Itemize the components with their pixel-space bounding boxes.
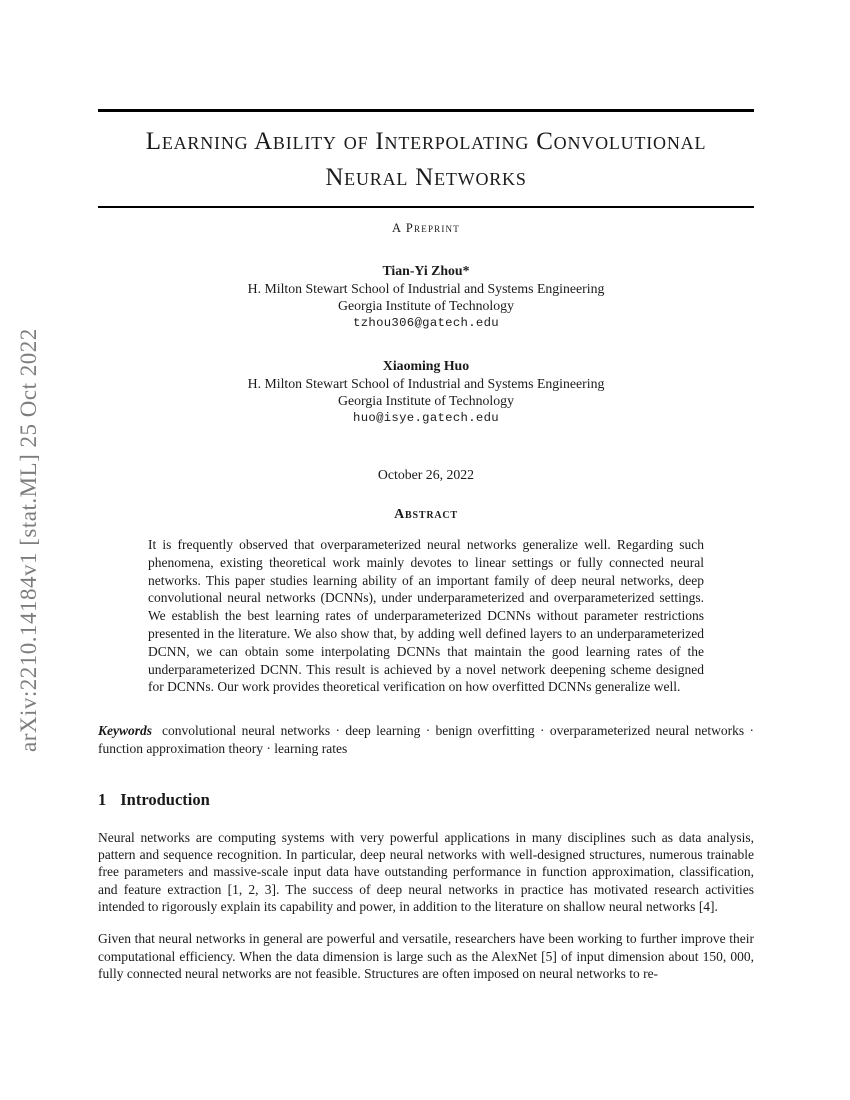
author-name: Xiaoming Huo [382, 358, 470, 373]
intro-paragraph-2: Given that neural networks in general are powerful and versatile, researchers have been working to further improve their computational efficiency. When the data dimension is large such as the AlexNet [5] of input dimension about 150, 000, fully connected neural networks are not feasible. Structures are often imposed on neural networks to re- [98, 931, 754, 981]
paper-title [98, 124, 754, 196]
author-block-2 [98, 357, 754, 427]
keywords-block [98, 722, 754, 758]
keywords-list: convolutional neural networks · deep learning · benign overfitting · overparameterized neural networks · function approximation theory · learning rates [98, 723, 754, 756]
author-department: H. Milton Stewart School of Industrial and Systems Engineering [247, 375, 605, 391]
paper-main-column [98, 0, 754, 982]
abstract-text: It is frequently observed that overparameterized neural networks generalize well. Regarding such phenomena, existing theoretical work mainly devotes to linear settings or fully connected neural networks. This paper studies learning ability of an important family of deep neural networks, deep convolutional neural networks (DCNNs), under underparameterized and overparameterized settings. We establish the best learning rates of underparameterized DCNNs without parameter restrictions presented in the literature. We also show that, by adding well defined layers to an underparameterized DCNN, we can obtain some interpolating DCNNs that maintain the good learning rates of the underparameterized DCNN. This result is achieved by a novel network deepening scheme designed for DCNNs. Our work provides theoretical verification on how overfitted DCNNs generalize well. [148, 537, 704, 695]
paper-title-line2: Neural Networks [325, 163, 527, 191]
title-rule-top [98, 109, 754, 112]
keywords-label: Keywords [98, 723, 152, 739]
author-block-1 [98, 262, 754, 332]
author-email: tzhou306@gatech.edu [353, 315, 499, 330]
author-email: huo@isye.gatech.edu [353, 410, 499, 425]
author-institution: Georgia Institute of Technology [338, 393, 514, 408]
publication-date: October 26, 2022 [377, 467, 475, 482]
author-institution: Georgia Institute of Technology [338, 298, 514, 313]
section-number: 1 [98, 789, 107, 809]
author-department: H. Milton Stewart School of Industrial and Systems Engineering [247, 280, 605, 296]
section-heading-introduction [98, 790, 754, 810]
authors-block [98, 262, 754, 427]
intro-paragraph-1: Neural networks are computing systems with very powerful applications in many disciplines such as data analysis, pattern and sequence recognition. In particular, deep neural networks with well-designed structures, numerous trainable free parameters and massive-scale input data have outstanding performance in function approximation, classification, and feature extraction [1, 2, 3]. The success of deep neural networks in practice has motivated research activities intended to rigorously explain its capability and power, in addition to the literature on shallow neural networks [4]. [98, 829, 754, 914]
paper-title-line1: Learning Ability of Interpolating Convolutional [145, 127, 707, 155]
arxiv-sidebar-label: arXiv:2210.14184v1 [stat.ML] 25 Oct 2022 [16, 328, 41, 753]
author-name: Tian-Yi Zhou* [382, 263, 470, 278]
section-title: Introduction [120, 789, 210, 809]
title-rule-bottom [98, 206, 754, 209]
preprint-label: A Preprint [392, 221, 460, 235]
abstract-heading: Abstract [394, 507, 458, 522]
